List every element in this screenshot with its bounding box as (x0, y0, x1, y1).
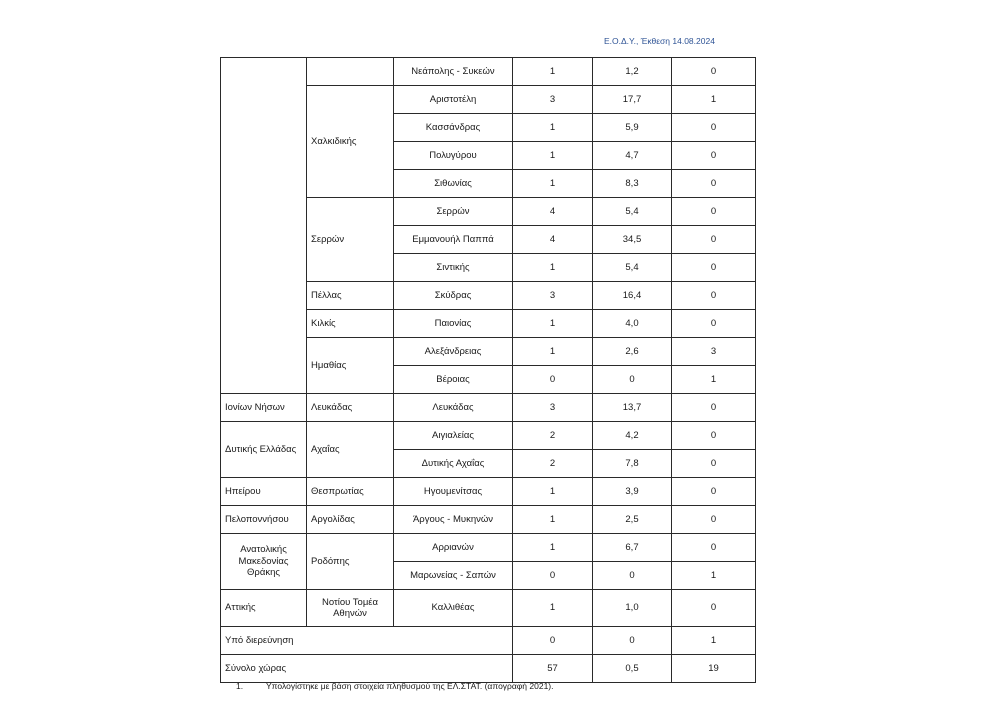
municipality-cell: Ηγουμενίτσας (394, 478, 513, 506)
value-cell-3: 0 (672, 282, 756, 310)
value-cell-2: 5,9 (593, 114, 672, 142)
table-row (221, 422, 756, 450)
value-cell-3: 0 (672, 506, 756, 534)
value-cell-2: 3,9 (593, 478, 672, 506)
municipality-cell: Λευκάδας (394, 394, 513, 422)
municipality-cell: Μαρωνείας - Σαπών (394, 562, 513, 590)
value-cell-3: 0 (672, 478, 756, 506)
region-cell: Ιονίων Νήσων (221, 394, 307, 422)
footnote-text: Υπολογίστηκε με βάση στοιχεία πληθυσμού της ΕΛ.ΣΤΑΤ. (απογραφή 2021). (266, 681, 554, 691)
value-cell-2: 7,8 (593, 450, 672, 478)
value-cell-1: 1 (513, 310, 593, 338)
value-cell-3: 0 (672, 198, 756, 226)
value-cell-1: 2 (513, 450, 593, 478)
regional-unit-cell: Λευκάδας (307, 394, 394, 422)
value-cell-2: 2,6 (593, 338, 672, 366)
region-cell: Δυτικής Ελλάδας (221, 422, 307, 478)
value-cell-1: 3 (513, 86, 593, 114)
value-cell-2: 5,4 (593, 198, 672, 226)
value-cell-1: 4 (513, 198, 593, 226)
value-cell-2: 13,7 (593, 394, 672, 422)
value-cell-3: 0 (672, 422, 756, 450)
value-cell-1: 57 (513, 655, 593, 683)
table-row (221, 534, 756, 562)
regional-unit-cell (307, 58, 394, 86)
value-cell-1: 1 (513, 590, 593, 627)
value-cell-3: 0 (672, 58, 756, 86)
municipality-cell: Αριστοτέλη (394, 86, 513, 114)
value-cell-1: 3 (513, 282, 593, 310)
value-cell-1: 1 (513, 338, 593, 366)
municipality-cell: Εμμανουήλ Παππά (394, 226, 513, 254)
value-cell-2: 16,4 (593, 282, 672, 310)
municipality-cell: Αιγιαλείας (394, 422, 513, 450)
value-cell-1: 1 (513, 478, 593, 506)
region-cell: Ηπείρου (221, 478, 307, 506)
value-cell-3: 0 (672, 226, 756, 254)
region-cell: Ανατολικής Μακεδονίας Θράκης (221, 534, 307, 590)
region-cell: Αττικής (221, 590, 307, 627)
value-cell-2: 0 (593, 562, 672, 590)
municipality-cell: Πολυγύρου (394, 142, 513, 170)
regional-unit-cell: Αχαΐας (307, 422, 394, 478)
municipality-cell: Αρριανών (394, 534, 513, 562)
regional-unit-cell: Κιλκίς (307, 310, 394, 338)
municipality-cell: Αλεξάνδρειας (394, 338, 513, 366)
municipality-cell: Σιντικής (394, 254, 513, 282)
value-cell-3: 0 (672, 254, 756, 282)
value-cell-1: 1 (513, 114, 593, 142)
value-cell-3: 0 (672, 310, 756, 338)
value-cell-1: 1 (513, 254, 593, 282)
value-cell-3: 0 (672, 590, 756, 627)
value-cell-3: 3 (672, 338, 756, 366)
value-cell-2: 4,7 (593, 142, 672, 170)
value-cell-1: 2 (513, 422, 593, 450)
municipality-cell: Σερρών (394, 198, 513, 226)
regional-unit-cell: Νοτίου Τομέα Αθηνών (307, 590, 394, 627)
regional-unit-cell: Ημαθίας (307, 338, 394, 394)
total-label: Σύνολο χώρας (221, 655, 513, 683)
value-cell-3: 19 (672, 655, 756, 683)
municipality-cell: Δυτικής Αχαΐας (394, 450, 513, 478)
value-cell-2: 4,0 (593, 310, 672, 338)
table-row (221, 478, 756, 506)
value-cell-1: 3 (513, 394, 593, 422)
value-cell-1: 1 (513, 170, 593, 198)
value-cell-2: 6,7 (593, 534, 672, 562)
municipality-cell: Σιθωνίας (394, 170, 513, 198)
regional-unit-cell: Θεσπρωτίας (307, 478, 394, 506)
value-cell-3: 1 (672, 86, 756, 114)
cases-table (220, 57, 756, 683)
value-cell-2: 5,4 (593, 254, 672, 282)
value-cell-1: 1 (513, 506, 593, 534)
table-row (221, 394, 756, 422)
value-cell-1: 0 (513, 627, 593, 655)
value-cell-3: 0 (672, 170, 756, 198)
value-cell-3: 1 (672, 627, 756, 655)
value-cell-1: 4 (513, 226, 593, 254)
regional-unit-cell: Χαλκιδικής (307, 86, 394, 198)
value-cell-2: 4,2 (593, 422, 672, 450)
region-cell: Πελοποννήσου (221, 506, 307, 534)
value-cell-3: 0 (672, 534, 756, 562)
value-cell-2: 1,2 (593, 58, 672, 86)
municipality-cell: Άργους - Μυκηνών (394, 506, 513, 534)
municipality-cell: Βέροιας (394, 366, 513, 394)
value-cell-1: 1 (513, 534, 593, 562)
under-investigation-label: Υπό διερεύνηση (221, 627, 513, 655)
value-cell-1: 1 (513, 142, 593, 170)
municipality-cell: Παιονίας (394, 310, 513, 338)
value-cell-3: 0 (672, 394, 756, 422)
value-cell-3: 1 (672, 562, 756, 590)
footnote-number: 1. (236, 681, 244, 691)
value-cell-3: 0 (672, 450, 756, 478)
total-row (221, 655, 756, 683)
value-cell-2: 0,5 (593, 655, 672, 683)
report-header: Ε.Ο.Δ.Υ., Έκθεση 14.08.2024 (604, 36, 715, 46)
table-row (221, 58, 756, 86)
value-cell-2: 0 (593, 627, 672, 655)
value-cell-1: 1 (513, 58, 593, 86)
regional-unit-cell: Σερρών (307, 198, 394, 282)
value-cell-2: 8,3 (593, 170, 672, 198)
under-investigation-row (221, 627, 756, 655)
regional-unit-cell: Αργολίδας (307, 506, 394, 534)
regional-unit-cell: Πέλλας (307, 282, 394, 310)
value-cell-2: 2,5 (593, 506, 672, 534)
value-cell-3: 1 (672, 366, 756, 394)
municipality-cell: Νεάπολης - Συκεών (394, 58, 513, 86)
region-cell (221, 58, 307, 394)
value-cell-1: 0 (513, 366, 593, 394)
footnote (236, 681, 554, 691)
table-row (221, 506, 756, 534)
regional-unit-cell: Ροδόπης (307, 534, 394, 590)
municipality-cell: Καλλιθέας (394, 590, 513, 627)
municipality-cell: Κασσάνδρας (394, 114, 513, 142)
value-cell-2: 17,7 (593, 86, 672, 114)
value-cell-2: 34,5 (593, 226, 672, 254)
value-cell-2: 1,0 (593, 590, 672, 627)
municipality-cell: Σκύδρας (394, 282, 513, 310)
value-cell-3: 0 (672, 142, 756, 170)
value-cell-2: 0 (593, 366, 672, 394)
table-row (221, 590, 756, 627)
value-cell-3: 0 (672, 114, 756, 142)
value-cell-1: 0 (513, 562, 593, 590)
